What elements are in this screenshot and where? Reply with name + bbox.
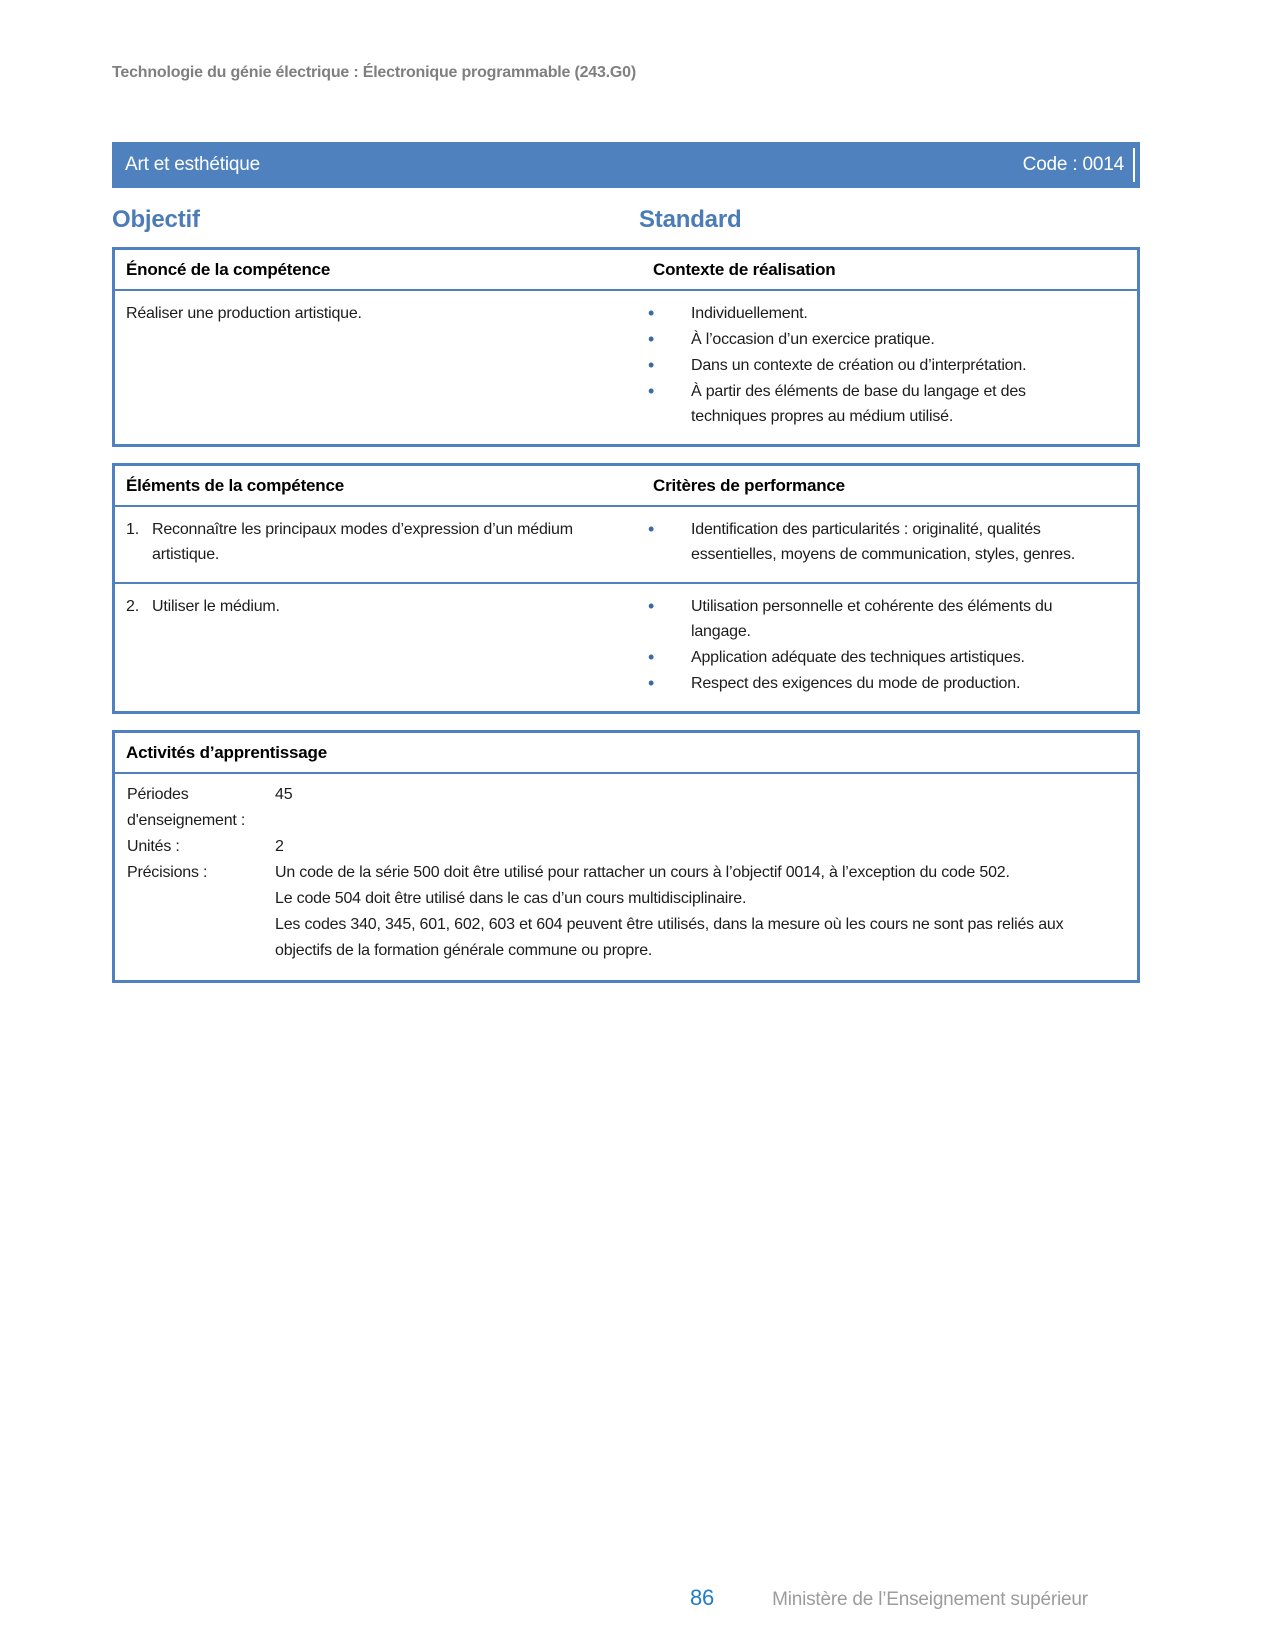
- activities-table: [112, 730, 1140, 983]
- column-headings: [112, 206, 1140, 234]
- activities-table-header: [115, 733, 1137, 774]
- contexte-cell: [642, 291, 1137, 444]
- criteria-bullet-list: [642, 594, 1129, 696]
- precision-paragraph: Le code 504 doit être utilisé dans le cas d’un cours multidisciplinaire.: [275, 890, 747, 907]
- list-item: • Identification des particularités : originalité, qualités essentielles, moyens de communication, styles, genres.: [642, 517, 1082, 567]
- precision-paragraph: Les codes 340, 345, 601, 602, 603 et 604 peuvent être utilisés, dans la mesure où les cours ne sont pas reliés aux objectifs de la formation générale commune ou propre.: [275, 916, 1064, 959]
- banner-caret-line: [1133, 148, 1135, 182]
- list-item: • Dans un contexte de création ou d’interprétation.: [642, 353, 1082, 378]
- element-cell: [115, 584, 642, 711]
- objectif-heading: Objectif: [112, 206, 200, 233]
- element-cell: [115, 507, 642, 582]
- contexte-header: Contexte de réalisation: [653, 260, 836, 279]
- competence-table: [112, 247, 1140, 447]
- list-item: • À partir des éléments de base du langage et des techniques propres au médium utilisé.: [642, 379, 1082, 429]
- criteres-header: Critères de performance: [653, 476, 845, 495]
- enonce-cell: Réaliser une production artistique.: [126, 305, 362, 322]
- criteria-cell: [642, 584, 1137, 711]
- precisions-text: [275, 860, 1101, 964]
- list-item: • Application adéquate des techniques artistiques.: [642, 645, 1082, 670]
- unites-label: Unités :: [127, 838, 180, 855]
- list-item: • À l’occasion d’un exercice pratique.: [642, 327, 1082, 352]
- page-footer: [690, 1585, 1088, 1611]
- criteria-cell: [642, 507, 1137, 582]
- ministry-name: Ministère de l’Enseignement supérieur: [772, 1589, 1088, 1610]
- page-content: [112, 0, 1140, 983]
- precisions-label: Précisions :: [127, 864, 208, 881]
- enonce-header: Énoncé de la compétence: [126, 260, 331, 279]
- criteria-bullet-list: [642, 517, 1129, 567]
- numbered-item: 1. Reconnaître les principaux modes d’expression d’un médium artistique.: [126, 521, 573, 563]
- periodes-label: Périodes d'enseignement :: [127, 786, 246, 829]
- activities-header: Activités d’apprentissage: [126, 743, 327, 762]
- page-number: 86: [690, 1585, 715, 1610]
- unites-value: 2: [275, 838, 284, 855]
- elements-table-header: [115, 466, 1137, 507]
- section-banner: [112, 142, 1140, 188]
- table-row: [115, 582, 1137, 711]
- document-header: Technologie du génie électrique : Électronique programmable (243.G0): [112, 64, 636, 81]
- numbered-item: 2. Utiliser le médium.: [126, 598, 280, 615]
- periodes-value: 45: [275, 786, 293, 803]
- elements-table: [112, 463, 1140, 714]
- table-row: [115, 507, 1137, 582]
- activities-body: [115, 774, 1137, 980]
- precision-paragraph: Un code de la série 500 doit être utilisé pour rattacher un cours à l’objectif 0014, à l’exception du code 502.: [275, 864, 1010, 881]
- banner-title: Art et esthétique: [125, 154, 260, 175]
- competence-table-row: [115, 291, 1137, 444]
- list-item: • Respect des exigences du mode de production.: [642, 671, 1082, 696]
- list-item: • Individuellement.: [642, 301, 1082, 326]
- contexte-bullet-list: [642, 301, 1129, 429]
- competence-table-header: [115, 250, 1137, 291]
- unites-row: [127, 834, 1127, 860]
- list-item: • Utilisation personnelle et cohérente des éléments du langage.: [642, 594, 1082, 644]
- standard-heading: Standard: [639, 206, 742, 233]
- periodes-row: [127, 782, 1127, 834]
- banner-code: Code : 0014: [1022, 154, 1124, 175]
- precisions-row: [127, 860, 1127, 964]
- elements-header: Éléments de la compétence: [126, 476, 344, 495]
